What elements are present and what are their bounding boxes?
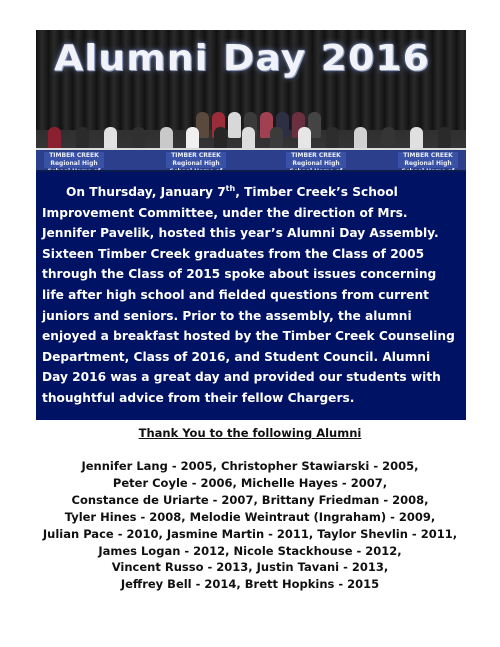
alumni-line: Jennifer Lang - 2005, Christopher Stawiarski - 2005,	[81, 459, 419, 473]
article-text	[42, 182, 460, 409]
thanks-heading: Thank You to the following Alumni	[138, 426, 362, 440]
article-intro: On Thursday, January 7	[66, 185, 226, 199]
alumni-line: Julian Pace - 2010, Jasmine Martin - 2011, Taylor Shevlin - 2011,	[42, 526, 458, 541]
alumni-list	[0, 458, 500, 593]
alumni-line: James Logan - 2012, Nicole Stackhouse - 2012,	[98, 543, 402, 558]
stage-table	[36, 148, 466, 172]
school-banner: TIMBER CREEK Regional High	[286, 152, 346, 168]
article-body: , Timber Creek’s School Improvement Committee, under the direction of Mrs. Jennifer Pavelik, hosted this year’s Alumni Day Assembly. Sixteen Timber Creek graduates from the Class of 2005 through the Class of 2015 spoke about issues concerning life after high school and fielded questions from current juniors and seniors. Prior to the assembly, the alumni enjoyed a breakfast hosted by the Timber Creek Counseling Department, Class of 2016, and Student Council. Alumni Day 2016 was a great day and provided our students with thoughtful advice from their fellow Chargers.	[42, 185, 455, 405]
alumni-line: Constance de Uriarte - 2007, Brittany Friedman - 2008,	[71, 492, 429, 507]
date-ordinal: th	[225, 183, 236, 193]
school-banner: TIMBER CREEK Regional High	[44, 152, 104, 168]
page-title: Alumni Day 2016	[54, 38, 431, 79]
alumni-line: Vincent Russo - 2013, Justin Tavani - 2013,	[111, 560, 389, 575]
school-banner: TIMBER CREEK Regional High	[166, 152, 226, 168]
alumni-line: Tyler Hines - 2008, Melodie Weintraut (Ingraham) - 2009,	[64, 509, 436, 524]
article-panel	[36, 170, 466, 420]
alumni-line: Peter Coyle - 2006, Michelle Hayes - 2007,	[112, 475, 388, 490]
alumni-line: Jeffrey Bell - 2014, Brett Hopkins - 2015	[120, 577, 380, 592]
school-banner: TIMBER CREEK Regional High	[398, 152, 458, 168]
alumni-group-photo	[36, 30, 466, 170]
